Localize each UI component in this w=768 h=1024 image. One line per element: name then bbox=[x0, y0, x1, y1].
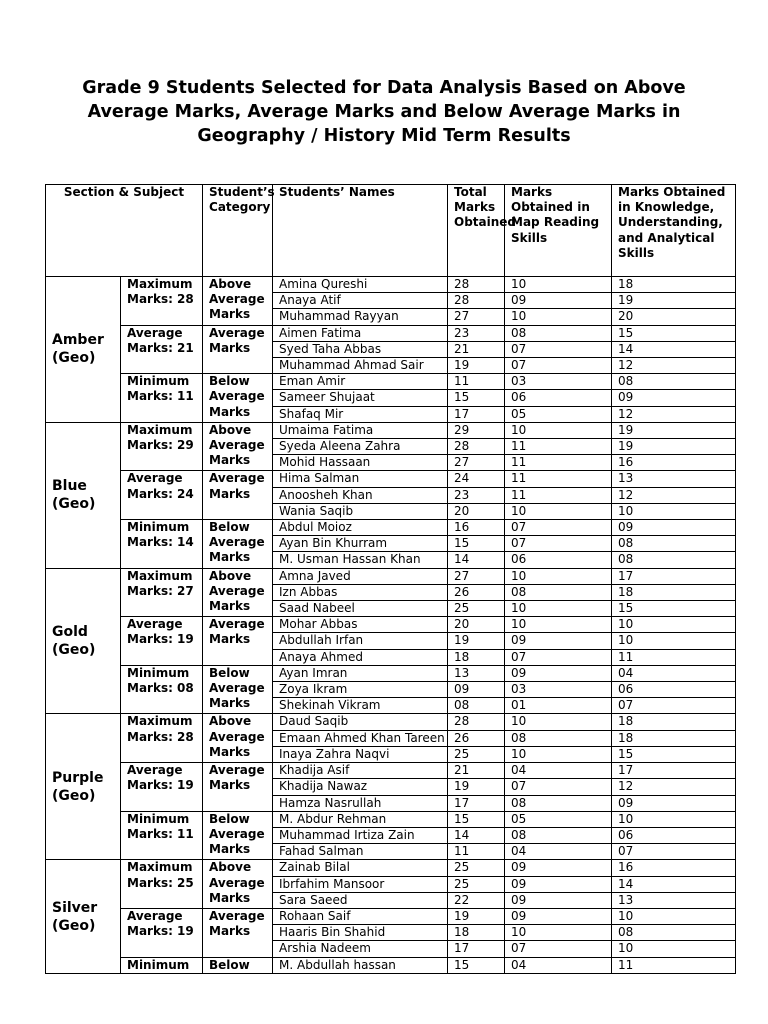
section-name: Amber (Geo) bbox=[46, 277, 121, 423]
table-row bbox=[46, 860, 736, 876]
total-marks: 26 bbox=[448, 584, 505, 600]
table-row bbox=[46, 325, 736, 341]
header-knowledge: Marks Obtained in Knowledge, Understanding, and Analytical Skills bbox=[612, 185, 736, 277]
knowledge-marks: 10 bbox=[612, 811, 736, 827]
knowledge-marks: 11 bbox=[612, 957, 736, 973]
total-marks: 20 bbox=[448, 503, 505, 519]
student-name: Hima Salman bbox=[273, 471, 448, 487]
student-name: Shekinah Vikram bbox=[273, 698, 448, 714]
table-row bbox=[46, 957, 736, 973]
total-marks: 25 bbox=[448, 860, 505, 876]
map-reading-marks: 06 bbox=[505, 390, 612, 406]
knowledge-marks: 09 bbox=[612, 390, 736, 406]
map-reading-marks: 10 bbox=[505, 422, 612, 438]
header-map: Marks Obtained in Map Reading Skills bbox=[505, 185, 612, 277]
knowledge-marks: 19 bbox=[612, 293, 736, 309]
map-reading-marks: 08 bbox=[505, 730, 612, 746]
marks-level: Minimum Marks: 11 bbox=[121, 374, 203, 423]
student-name: Amina Qureshi bbox=[273, 277, 448, 293]
page-title bbox=[40, 76, 728, 148]
table-row bbox=[46, 568, 736, 584]
student-name: Shafaq Mir bbox=[273, 406, 448, 422]
student-name: Emaan Ahmed Khan Tareen bbox=[273, 730, 448, 746]
knowledge-marks: 19 bbox=[612, 439, 736, 455]
section-name: Gold (Geo) bbox=[46, 568, 121, 714]
table-body bbox=[46, 277, 736, 974]
total-marks: 13 bbox=[448, 665, 505, 681]
marks-level: Maximum Marks: 25 bbox=[121, 860, 203, 909]
total-marks: 26 bbox=[448, 730, 505, 746]
map-reading-marks: 10 bbox=[505, 309, 612, 325]
title-line: Average Marks, Average Marks and Below Average Marks in bbox=[87, 102, 681, 122]
knowledge-marks: 08 bbox=[612, 374, 736, 390]
total-marks: 19 bbox=[448, 908, 505, 924]
map-reading-marks: 09 bbox=[505, 892, 612, 908]
knowledge-marks: 12 bbox=[612, 358, 736, 374]
knowledge-marks: 10 bbox=[612, 908, 736, 924]
student-name: Sameer Shujaat bbox=[273, 390, 448, 406]
map-reading-marks: 09 bbox=[505, 665, 612, 681]
map-reading-marks: 05 bbox=[505, 811, 612, 827]
total-marks: 16 bbox=[448, 520, 505, 536]
map-reading-marks: 06 bbox=[505, 552, 612, 568]
student-category: Above Average Marks bbox=[203, 422, 273, 471]
total-marks: 20 bbox=[448, 617, 505, 633]
marks-level: Maximum Marks: 27 bbox=[121, 568, 203, 617]
student-category: Average Marks bbox=[203, 325, 273, 374]
student-category: Above Average Marks bbox=[203, 714, 273, 763]
map-reading-marks: 09 bbox=[505, 633, 612, 649]
map-reading-marks: 09 bbox=[505, 860, 612, 876]
map-reading-marks: 04 bbox=[505, 763, 612, 779]
total-marks: 15 bbox=[448, 390, 505, 406]
marks-level: Average Marks: 19 bbox=[121, 617, 203, 666]
student-name: Saad Nabeel bbox=[273, 601, 448, 617]
table-row bbox=[46, 422, 736, 438]
student-category: Below Average Marks bbox=[203, 374, 273, 423]
knowledge-marks: 15 bbox=[612, 325, 736, 341]
student-category: Average Marks bbox=[203, 471, 273, 520]
map-reading-marks: 07 bbox=[505, 358, 612, 374]
total-marks: 28 bbox=[448, 277, 505, 293]
map-reading-marks: 09 bbox=[505, 876, 612, 892]
knowledge-marks: 17 bbox=[612, 568, 736, 584]
total-marks: 25 bbox=[448, 601, 505, 617]
total-marks: 28 bbox=[448, 714, 505, 730]
map-reading-marks: 08 bbox=[505, 584, 612, 600]
knowledge-marks: 09 bbox=[612, 520, 736, 536]
total-marks: 19 bbox=[448, 633, 505, 649]
student-name: Hamza Nasrullah bbox=[273, 795, 448, 811]
marks-level: Average Marks: 21 bbox=[121, 325, 203, 374]
student-name: Wania Saqib bbox=[273, 503, 448, 519]
map-reading-marks: 10 bbox=[505, 601, 612, 617]
map-reading-marks: 08 bbox=[505, 795, 612, 811]
table-row bbox=[46, 520, 736, 536]
total-marks: 17 bbox=[448, 406, 505, 422]
marks-level: Minimum Marks: 08 bbox=[121, 665, 203, 714]
header-total: Total Marks Obtained bbox=[448, 185, 505, 277]
student-category: Below Average Marks bbox=[203, 665, 273, 714]
total-marks: 22 bbox=[448, 892, 505, 908]
student-name: Sara Saeed bbox=[273, 892, 448, 908]
student-category: Average Marks bbox=[203, 908, 273, 957]
map-reading-marks: 10 bbox=[505, 925, 612, 941]
marks-level: Average Marks: 19 bbox=[121, 908, 203, 957]
student-name: Inaya Zahra Naqvi bbox=[273, 746, 448, 762]
header-category: Student’s Category bbox=[203, 185, 273, 277]
title-line: Grade 9 Students Selected for Data Analysis Based on Above bbox=[82, 78, 686, 98]
student-category: Above Average Marks bbox=[203, 860, 273, 909]
marks-level: Maximum Marks: 28 bbox=[121, 714, 203, 763]
table-row bbox=[46, 714, 736, 730]
marks-level: Maximum Marks: 29 bbox=[121, 422, 203, 471]
knowledge-marks: 12 bbox=[612, 487, 736, 503]
total-marks: 17 bbox=[448, 795, 505, 811]
knowledge-marks: 16 bbox=[612, 860, 736, 876]
total-marks: 19 bbox=[448, 779, 505, 795]
knowledge-marks: 08 bbox=[612, 536, 736, 552]
total-marks: 21 bbox=[448, 341, 505, 357]
student-name: Khadija Asif bbox=[273, 763, 448, 779]
student-name: Umaima Fatima bbox=[273, 422, 448, 438]
map-reading-marks: 09 bbox=[505, 293, 612, 309]
student-name: Anoosheh Khan bbox=[273, 487, 448, 503]
knowledge-marks: 18 bbox=[612, 277, 736, 293]
total-marks: 29 bbox=[448, 422, 505, 438]
student-category: Above Average Marks bbox=[203, 568, 273, 617]
total-marks: 27 bbox=[448, 455, 505, 471]
marks-level: Maximum Marks: 28 bbox=[121, 277, 203, 326]
knowledge-marks: 10 bbox=[612, 503, 736, 519]
marks-level: Minimum bbox=[121, 957, 203, 973]
table-row bbox=[46, 277, 736, 293]
total-marks: 27 bbox=[448, 568, 505, 584]
total-marks: 27 bbox=[448, 309, 505, 325]
table-row bbox=[46, 811, 736, 827]
table-row bbox=[46, 665, 736, 681]
knowledge-marks: 08 bbox=[612, 925, 736, 941]
knowledge-marks: 10 bbox=[612, 617, 736, 633]
total-marks: 15 bbox=[448, 811, 505, 827]
student-name: Abdul Moioz bbox=[273, 520, 448, 536]
table-row bbox=[46, 617, 736, 633]
total-marks: 11 bbox=[448, 374, 505, 390]
map-reading-marks: 10 bbox=[505, 277, 612, 293]
student-name: Mohar Abbas bbox=[273, 617, 448, 633]
knowledge-marks: 11 bbox=[612, 649, 736, 665]
total-marks: 08 bbox=[448, 698, 505, 714]
knowledge-marks: 13 bbox=[612, 471, 736, 487]
student-name: Daud Saqib bbox=[273, 714, 448, 730]
student-category: Average Marks bbox=[203, 617, 273, 666]
student-category: Above Average Marks bbox=[203, 277, 273, 326]
marks-level: Average Marks: 19 bbox=[121, 763, 203, 812]
student-name: Syed Taha Abbas bbox=[273, 341, 448, 357]
student-name: Khadija Nawaz bbox=[273, 779, 448, 795]
student-name: Muhammad Irtiza Zain bbox=[273, 827, 448, 843]
map-reading-marks: 08 bbox=[505, 325, 612, 341]
total-marks: 14 bbox=[448, 552, 505, 568]
total-marks: 15 bbox=[448, 957, 505, 973]
student-name: Mohid Hassaan bbox=[273, 455, 448, 471]
map-reading-marks: 11 bbox=[505, 471, 612, 487]
knowledge-marks: 06 bbox=[612, 827, 736, 843]
student-name: M. Abdullah hassan bbox=[273, 957, 448, 973]
map-reading-marks: 07 bbox=[505, 520, 612, 536]
map-reading-marks: 11 bbox=[505, 439, 612, 455]
knowledge-marks: 14 bbox=[612, 341, 736, 357]
knowledge-marks: 19 bbox=[612, 422, 736, 438]
total-marks: 11 bbox=[448, 844, 505, 860]
total-marks: 24 bbox=[448, 471, 505, 487]
map-reading-marks: 04 bbox=[505, 957, 612, 973]
knowledge-marks: 13 bbox=[612, 892, 736, 908]
total-marks: 18 bbox=[448, 925, 505, 941]
knowledge-marks: 18 bbox=[612, 730, 736, 746]
student-name: M. Abdur Rehman bbox=[273, 811, 448, 827]
student-name: Aimen Fatima bbox=[273, 325, 448, 341]
student-name: Muhammad Rayyan bbox=[273, 309, 448, 325]
map-reading-marks: 01 bbox=[505, 698, 612, 714]
total-marks: 28 bbox=[448, 439, 505, 455]
total-marks: 15 bbox=[448, 536, 505, 552]
total-marks: 25 bbox=[448, 746, 505, 762]
knowledge-marks: 15 bbox=[612, 601, 736, 617]
table-row bbox=[46, 374, 736, 390]
student-category: Below Average Marks bbox=[203, 520, 273, 569]
map-reading-marks: 04 bbox=[505, 844, 612, 860]
map-reading-marks: 07 bbox=[505, 941, 612, 957]
student-name: Anaya Ahmed bbox=[273, 649, 448, 665]
total-marks: 09 bbox=[448, 682, 505, 698]
table-row bbox=[46, 471, 736, 487]
total-marks: 25 bbox=[448, 876, 505, 892]
map-reading-marks: 07 bbox=[505, 779, 612, 795]
map-reading-marks: 09 bbox=[505, 908, 612, 924]
section-name: Purple (Geo) bbox=[46, 714, 121, 860]
total-marks: 19 bbox=[448, 358, 505, 374]
student-name: Anaya Atif bbox=[273, 293, 448, 309]
student-name: Ayan Imran bbox=[273, 665, 448, 681]
student-category: Below Average Marks bbox=[203, 811, 273, 860]
map-reading-marks: 07 bbox=[505, 536, 612, 552]
section-name: Silver (Geo) bbox=[46, 860, 121, 973]
map-reading-marks: 10 bbox=[505, 746, 612, 762]
map-reading-marks: 03 bbox=[505, 682, 612, 698]
marks-table bbox=[45, 184, 736, 974]
student-name: Syeda Aleena Zahra bbox=[273, 439, 448, 455]
knowledge-marks: 20 bbox=[612, 309, 736, 325]
header-row bbox=[46, 185, 736, 277]
student-name: Amna Javed bbox=[273, 568, 448, 584]
student-name: Haaris Bin Shahid bbox=[273, 925, 448, 941]
knowledge-marks: 07 bbox=[612, 698, 736, 714]
map-reading-marks: 08 bbox=[505, 827, 612, 843]
student-name: Ayan Bin Khurram bbox=[273, 536, 448, 552]
map-reading-marks: 05 bbox=[505, 406, 612, 422]
total-marks: 18 bbox=[448, 649, 505, 665]
map-reading-marks: 10 bbox=[505, 503, 612, 519]
knowledge-marks: 18 bbox=[612, 584, 736, 600]
knowledge-marks: 15 bbox=[612, 746, 736, 762]
knowledge-marks: 10 bbox=[612, 633, 736, 649]
student-category: Average Marks bbox=[203, 763, 273, 812]
title-line: Geography / History Mid Term Results bbox=[197, 126, 571, 146]
student-category: Below bbox=[203, 957, 273, 973]
knowledge-marks: 04 bbox=[612, 665, 736, 681]
knowledge-marks: 17 bbox=[612, 763, 736, 779]
marks-level: Minimum Marks: 14 bbox=[121, 520, 203, 569]
map-reading-marks: 10 bbox=[505, 617, 612, 633]
student-name: Rohaan Saif bbox=[273, 908, 448, 924]
knowledge-marks: 09 bbox=[612, 795, 736, 811]
total-marks: 28 bbox=[448, 293, 505, 309]
student-name: Izn Abbas bbox=[273, 584, 448, 600]
map-reading-marks: 10 bbox=[505, 568, 612, 584]
student-name: Ibrfahim Mansoor bbox=[273, 876, 448, 892]
table-row bbox=[46, 763, 736, 779]
knowledge-marks: 06 bbox=[612, 682, 736, 698]
knowledge-marks: 14 bbox=[612, 876, 736, 892]
total-marks: 21 bbox=[448, 763, 505, 779]
map-reading-marks: 07 bbox=[505, 341, 612, 357]
knowledge-marks: 12 bbox=[612, 779, 736, 795]
map-reading-marks: 10 bbox=[505, 714, 612, 730]
section-name: Blue (Geo) bbox=[46, 422, 121, 568]
student-name: Zoya Ikram bbox=[273, 682, 448, 698]
student-name: M. Usman Hassan Khan bbox=[273, 552, 448, 568]
total-marks: 23 bbox=[448, 487, 505, 503]
map-reading-marks: 03 bbox=[505, 374, 612, 390]
total-marks: 17 bbox=[448, 941, 505, 957]
knowledge-marks: 08 bbox=[612, 552, 736, 568]
marks-level: Average Marks: 24 bbox=[121, 471, 203, 520]
knowledge-marks: 18 bbox=[612, 714, 736, 730]
student-name: Muhammad Ahmad Sair bbox=[273, 358, 448, 374]
total-marks: 23 bbox=[448, 325, 505, 341]
header-section-subject: Section & Subject bbox=[46, 185, 203, 277]
marks-level: Minimum Marks: 11 bbox=[121, 811, 203, 860]
student-name: Abdullah Irfan bbox=[273, 633, 448, 649]
map-reading-marks: 07 bbox=[505, 649, 612, 665]
knowledge-marks: 10 bbox=[612, 941, 736, 957]
total-marks: 14 bbox=[448, 827, 505, 843]
knowledge-marks: 12 bbox=[612, 406, 736, 422]
student-name: Arshia Nadeem bbox=[273, 941, 448, 957]
header-names: Students’ Names bbox=[273, 185, 448, 277]
knowledge-marks: 16 bbox=[612, 455, 736, 471]
knowledge-marks: 07 bbox=[612, 844, 736, 860]
student-name: Fahad Salman bbox=[273, 844, 448, 860]
map-reading-marks: 11 bbox=[505, 487, 612, 503]
map-reading-marks: 11 bbox=[505, 455, 612, 471]
table-row bbox=[46, 908, 736, 924]
student-name: Eman Amir bbox=[273, 374, 448, 390]
student-name: Zainab Bilal bbox=[273, 860, 448, 876]
